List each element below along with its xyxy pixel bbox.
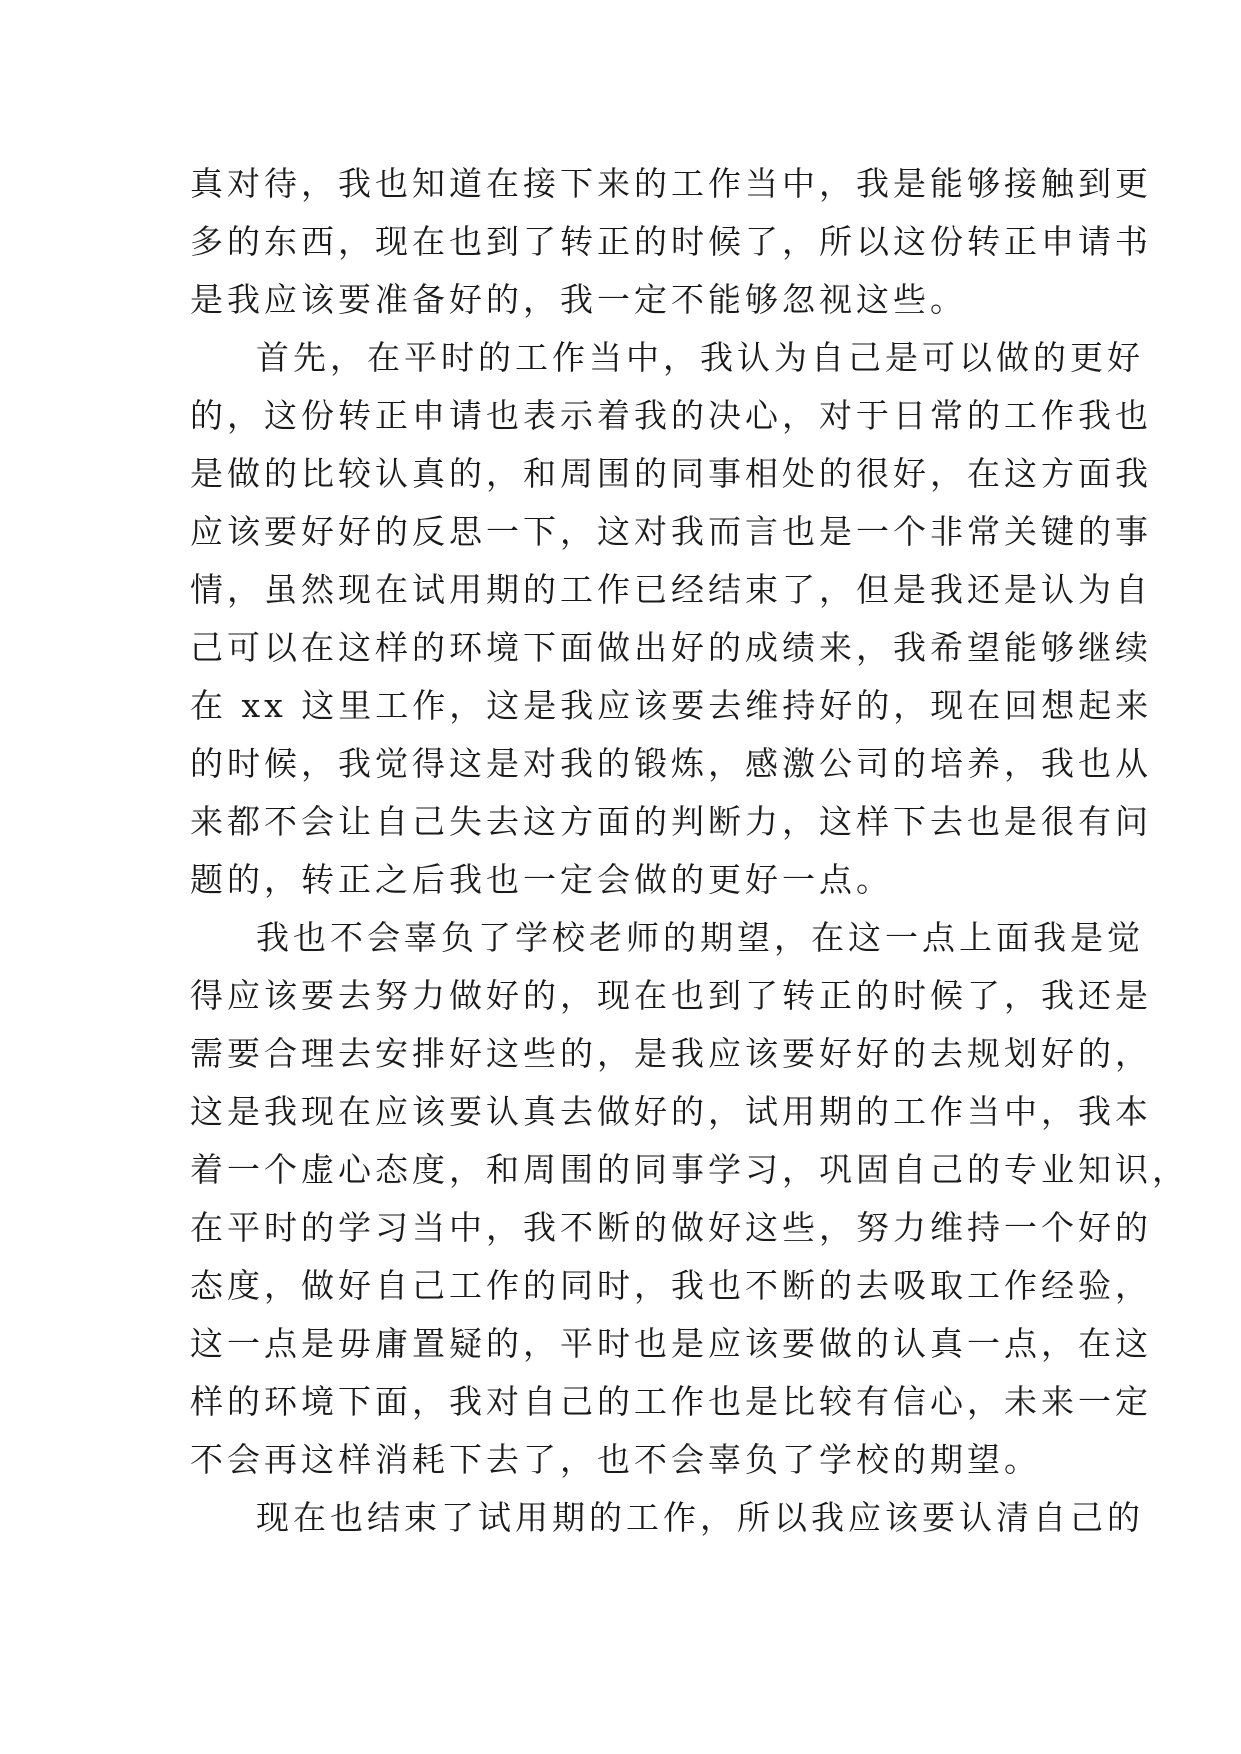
text-line: 着一个虚心态度，和周围的同事学习，巩固自己的专业知识， — [190, 1150, 1189, 1189]
text-line: 来都不会让自己失去这方面的判断力，这样下去也是很有问 — [190, 802, 1152, 841]
text-line: 这一点是毋庸置疑的，平时也是应该要做的认真一点，在这 — [190, 1324, 1152, 1363]
paragraph-first-line: 首先，在平时的工作当中，我认为自己是可以做的更好 — [256, 338, 1144, 377]
text-line: 这是我现在应该要认真去做好的，试用期的工作当中，我本 — [190, 1092, 1152, 1131]
text-line: 需要合理去安排好这些的，是我应该要好好的去规划好的， — [190, 1034, 1152, 1073]
text-line: 是做的比较认真的，和周围的同事相处的很好，在这方面我 — [190, 454, 1152, 493]
text-line: 的时候，我觉得这是对我的锻炼，感激公司的培养，我也从 — [190, 744, 1152, 783]
text-line: 情，虽然现在试用期的工作已经结束了，但是我还是认为自 — [190, 570, 1152, 609]
text-line: 在平时的学习当中，我不断的做好这些，努力维持一个好的 — [190, 1208, 1152, 1247]
document-body — [190, 155, 1189, 1547]
text-line: 不会再这样消耗下去了，也不会辜负了学校的期望。 — [190, 1440, 1041, 1479]
text-line: 得应该要去努力做好的，现在也到了转正的时候了，我还是 — [190, 976, 1152, 1015]
text-line: 多的东西，现在也到了转正的时候了，所以这份转正申请书 — [190, 222, 1152, 261]
text-line: 样的环境下面，我对自己的工作也是比较有信心，未来一定 — [190, 1382, 1152, 1421]
text-line: 应该要好好的反思一下，这对我而言也是一个非常关键的事 — [190, 512, 1152, 551]
text-line: 的，这份转正申请也表示着我的决心，对于日常的工作我也 — [190, 396, 1152, 435]
text-line: 己可以在这样的环境下面做出好的成绩来，我希望能够继续 — [190, 628, 1152, 667]
text-line: 态度，做好自己工作的同时，我也不断的去吸取工作经验， — [190, 1266, 1152, 1305]
paragraph-first-line: 我也不会辜负了学校老师的期望，在这一点上面我是觉 — [256, 918, 1144, 957]
text-line: 是我应该要准备好的，我一定不能够忽视这些。 — [190, 280, 967, 319]
text-line: 题的，转正之后我也一定会做的更好一点。 — [190, 860, 893, 899]
paragraph-first-line: 现在也结束了试用期的工作，所以我应该要认清自己的 — [256, 1498, 1144, 1537]
text-line: 在 xx 这里工作，这是我应该要去维持好的，现在回想起来 — [190, 686, 1153, 725]
text-line: 真对待，我也知道在接下来的工作当中，我是能够接触到更 — [190, 164, 1152, 203]
